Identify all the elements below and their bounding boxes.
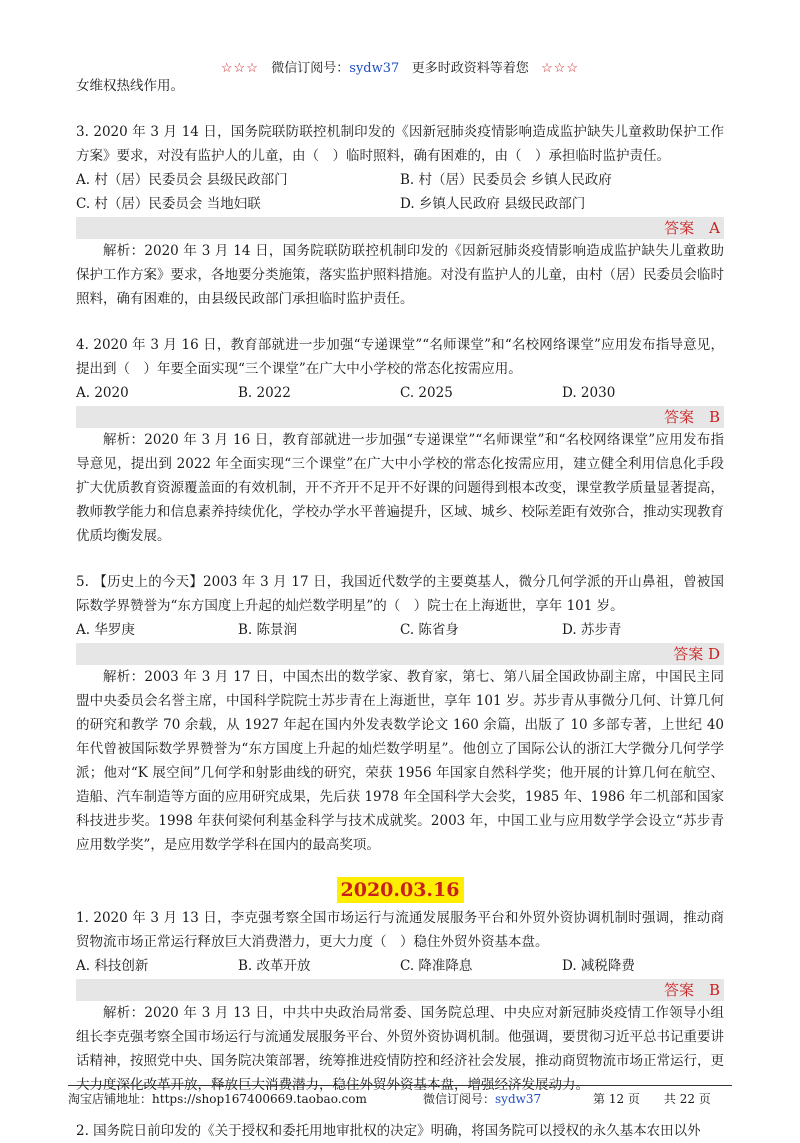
option-a: A. 科技创新	[76, 958, 149, 974]
option-b: B. 陈景润	[238, 622, 298, 638]
footer-shop-label: 淘宝店铺地址：	[68, 1092, 153, 1106]
question-3	[76, 120, 724, 311]
footer-wechat	[423, 1090, 593, 1108]
question-stem: 3. 2020 年 3 月 14 日，国务院联防联控机制印发的《因新冠肺炎疫情影响造成监护缺失儿童救助保护工作方案》要求，对没有监护人的儿童，由（ ）临时照料，确有困难的，由（ ）承担临时监护责任。	[76, 124, 724, 164]
answer-bar: 答案 A	[76, 217, 724, 239]
date-heading: 2020.03.16	[337, 877, 464, 903]
analysis-text: 解析：2003 年 3 月 17 日，中国杰出的数学家、教育家，第七、第八届全国政协副主席，中国民主同盟中央委员会名誉主席，中国科学院院士苏步青在上海逝世，享年 101 岁。苏步青从事微分几何、计算几何的研究和教学 70 余载，从 1927 年起在国内外发表数学论文 160 余篇，出版了 10 多部专著，上世纪 40 年代曾被国际数学界赞誉为“东方国度上升起的灿烂数学明星”。他创立了国际公认的浙江大学微分几何学学派；他对“K 展空间”几何学和射影曲线的研究，荣获 1956 年国家自然科学奖；他开展的计算几何在航空、造船、汽车制造等方面的应用研究成果，先后获 1978 年全国科学大会奖，1985 年、1986 年二机部和国家科技进步奖。1998 年获何梁何利基金科学与技术成就奖。2003 年，中国工业与应用数学学会设立“苏步青应用数学奖”，是应用数学学科在国内的最高奖项。	[76, 669, 724, 853]
analysis-text: 解析：2020 年 3 月 16 日，教育部就进一步加强“专递课堂”“名师课堂”和“名校网络课堂”应用发布指导意见，提出到 2022 年全面实现“三个课堂”在广大中小学校的常态化按需应用，建立健全利用信息化手段扩大优质教育资源覆盖面的有效机制，开不齐开不足开不好课的问题得到根本改变，课堂教学质量显著提高，教师教学能力和信息素养持续优化，学校办学水平普遍提升，区域、城乡、校际差距有效弥合，推动实现教育优质均衡发展。	[76, 432, 724, 544]
header-text: 更多时政资料等着您	[411, 61, 529, 76]
question-2	[76, 1119, 724, 1143]
option-c: C. 降准降息	[400, 958, 473, 974]
option-b: B. 2022	[238, 385, 291, 401]
question-stem: 2. 国务院日前印发的《关于授权和委托用地审批权的决定》明确，将国务院可以授权的永久基本农田以外	[76, 1123, 701, 1139]
option-a: A. 华罗庚	[76, 622, 135, 638]
option-d: D. 苏步青	[562, 622, 622, 638]
option-d: D. 2030	[562, 385, 616, 401]
intro-text: 女维权热线作用。	[76, 78, 184, 94]
page-footer	[68, 1085, 732, 1108]
answer-bar: 答案 B	[76, 979, 724, 1001]
option-a: A. 2020	[76, 385, 129, 401]
analysis-text: 解析：2020 年 3 月 14 日，国务院联防联控机制印发的《因新冠肺炎疫情影响造成监护缺失儿童救助保护工作方案》要求，各地要分类施策，落实监护照料措施。对没有监护人的儿童，由村（居）民委员会临时照料，确有困难的，由县级民政部门承担临时监护责任。	[76, 243, 724, 307]
option-a: A. 村（居）民委员会 县级民政部门	[76, 172, 288, 188]
answer-bar: 答案 D	[76, 643, 724, 665]
footer-shop-url[interactable]: https://shop167400669.taobao.com	[152, 1092, 367, 1106]
option-d: D. 乡镇人民政府 县级民政部门	[400, 196, 586, 212]
question-5	[76, 570, 724, 857]
option-c: C. 陈省身	[400, 622, 459, 638]
question-4	[76, 333, 724, 548]
question-stem: 1. 2020 年 3 月 13 日，李克强考察全国市场运行与流通发展服务平台和外贸外资协调机制时强调，推动商贸物流市场正常运行释放巨大消费潜力，更大力度（ ）稳住外贸外资基本盘。	[76, 910, 724, 950]
option-d: D. 减税降费	[562, 958, 635, 974]
options-row	[76, 954, 724, 978]
option-c: C. 村（居）民委员会 当地妇联	[76, 196, 261, 212]
date-heading-wrap	[76, 877, 724, 904]
question-stem: 4. 2020 年 3 月 16 日，教育部就进一步加强“专递课堂”“名师课堂”和“名校网络课堂”应用发布指导意见，提出到（ ）年要全面实现“三个课堂”在广大中小学校的常态化按需应用。	[76, 337, 724, 377]
options-row	[76, 381, 724, 405]
page-number: 第 12 页 共 22 页	[593, 1092, 711, 1106]
question-stem: 5. 【历史上的今天】2003 年 3 月 17 日，我国近代数学的主要奠基人，微分几何学派的开山鼻祖，曾被国际数学界赞誉为“东方国度上升起的灿烂数学明星”的（ ）院士在上海逝世，享年 101 岁。	[76, 574, 724, 614]
footer-shop	[68, 1090, 423, 1108]
question-1	[76, 906, 724, 1097]
footer-wechat-label: 微信订阅号：	[423, 1092, 496, 1106]
header-label: 微信订阅号：	[271, 61, 350, 76]
options-row	[76, 192, 724, 216]
options-row	[76, 618, 724, 642]
option-b: B. 村（居）民委员会 乡镇人民政府	[400, 172, 612, 188]
answer-bar: 答案 B	[76, 406, 724, 428]
analysis-text: 解析：2020 年 3 月 13 日，中共中央政治局常委、国务院总理、中央应对新冠肺炎疫情工作领导小组组长李克强考察全国市场运行与流通发展服务平台、外贸外资协调机制。他强调，要贯彻习近平总书记重要讲话精神，按照党中央、国务院决策部署，统筹推进疫情防控和经济社会发展，推动商贸物流市场正常运行，更大力度深化改革开放，释放巨大消费潜力，稳住外贸外资基本盘，增强经济发展动力。	[76, 1005, 724, 1093]
header-stars-right: ☆☆☆	[541, 61, 580, 76]
header-stars-left: ☆☆☆	[220, 61, 259, 76]
footer-wechat-id: sydw37	[495, 1092, 542, 1106]
option-c: C. 2025	[400, 385, 453, 401]
content	[76, 74, 724, 1143]
header-wechat-id: sydw37	[349, 61, 400, 76]
option-b: B. 改革开放	[238, 958, 311, 974]
options-row	[76, 168, 724, 192]
